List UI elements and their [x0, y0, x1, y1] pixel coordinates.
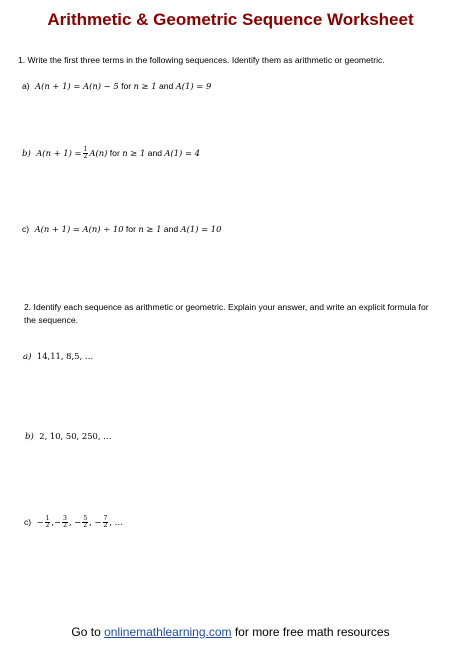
question-2c-term-fraction	[82, 516, 88, 529]
question-2c	[24, 516, 123, 529]
question-2a	[23, 350, 93, 363]
question-1b-recursion-end: A(n)	[89, 148, 108, 158]
question-1b-initial: A(1) = 4	[164, 148, 200, 158]
question-2c-separator: ,	[68, 517, 75, 527]
question-1b-label: b)	[22, 149, 31, 159]
question-2c-term-numerator: 1	[45, 515, 50, 523]
question-1-prompt: 1. Write the first three terms in the following sequences. Identify them as arithmetic or geometric.	[18, 55, 385, 65]
question-2c-term-denominator: 2	[103, 522, 108, 530]
question-2a-sequence: 14,11, 8,5, …	[36, 351, 94, 361]
question-1b-fraction-denominator: 2	[83, 153, 88, 161]
question-1b-fraction	[83, 147, 89, 160]
question-2c-term-sign: −	[54, 517, 62, 527]
question-2a-label: a)	[23, 352, 32, 362]
question-2c-term-denominator: 2	[45, 522, 50, 530]
question-1c-label: c)	[22, 224, 30, 234]
question-2c-label: c)	[24, 517, 32, 527]
question-2b-sequence: 2, 10, 50, 250, …	[39, 431, 112, 441]
question-2c-term-sign: −	[94, 517, 102, 527]
question-2c-term-fraction	[45, 516, 51, 529]
question-2c-term-numerator: 3	[63, 515, 67, 523]
question-1b-for: for	[107, 148, 123, 158]
question-1c-for: for	[123, 224, 139, 234]
question-1c-initial: A(1) = 10	[180, 224, 222, 234]
footer	[0, 625, 461, 639]
question-2c-term-fraction	[62, 516, 68, 529]
question-1a-label: a)	[22, 81, 30, 91]
question-2c-term-sign: −	[74, 517, 82, 527]
question-1b-fraction-numerator: 1	[83, 146, 88, 154]
question-1a	[22, 80, 211, 92]
question-1a-initial: A(1) = 9	[175, 81, 212, 91]
question-2c-separator: ,	[109, 517, 115, 527]
footer-suffix: for more free math resources	[231, 625, 390, 639]
question-2c-separator: ,	[89, 517, 95, 527]
question-1c	[22, 223, 221, 235]
question-2c-separator: ,	[51, 517, 55, 527]
page-title: Arithmetic & Geometric Sequence Worksheet	[47, 10, 414, 29]
question-1a-recursion: A(n + 1) = A(n) − 5	[35, 81, 119, 91]
question-1a-for: for	[118, 81, 134, 91]
question-2c-term-fraction	[103, 516, 109, 529]
question-2c-ellipsis: …	[114, 517, 124, 527]
question-1c-recursion: A(n + 1) = A(n) ÷ 10	[34, 224, 124, 234]
question-1c-domain: n ≥ 1	[138, 224, 162, 234]
question-2c-term-numerator: 7	[103, 515, 108, 523]
question-1b-recursion-start: A(n + 1) =	[36, 148, 82, 158]
question-1a-and: and	[156, 81, 176, 91]
question-1c-and: and	[161, 224, 181, 234]
question-1b-domain: n ≥ 1	[122, 148, 146, 158]
question-1b-and: and	[145, 148, 165, 158]
footer-prefix: Go to	[71, 625, 105, 639]
question-2c-term-denominator: 2	[83, 522, 88, 530]
question-1b	[22, 147, 200, 160]
footer-link[interactable]: onlinemathlearning.com	[104, 625, 232, 639]
question-1a-domain: n ≥ 1	[133, 81, 157, 91]
question-2-prompt: 2. Identify each sequence as arithmetic or geometric. Explain your answer, and write an explicit formula for the sequence.	[24, 302, 429, 325]
question-2c-term-numerator: 5	[83, 515, 88, 523]
question-2c-term-denominator: 2	[63, 522, 67, 530]
question-2b-label: b)	[25, 432, 34, 442]
question-2c-term-sign: −	[36, 517, 44, 527]
question-2b	[25, 430, 112, 443]
